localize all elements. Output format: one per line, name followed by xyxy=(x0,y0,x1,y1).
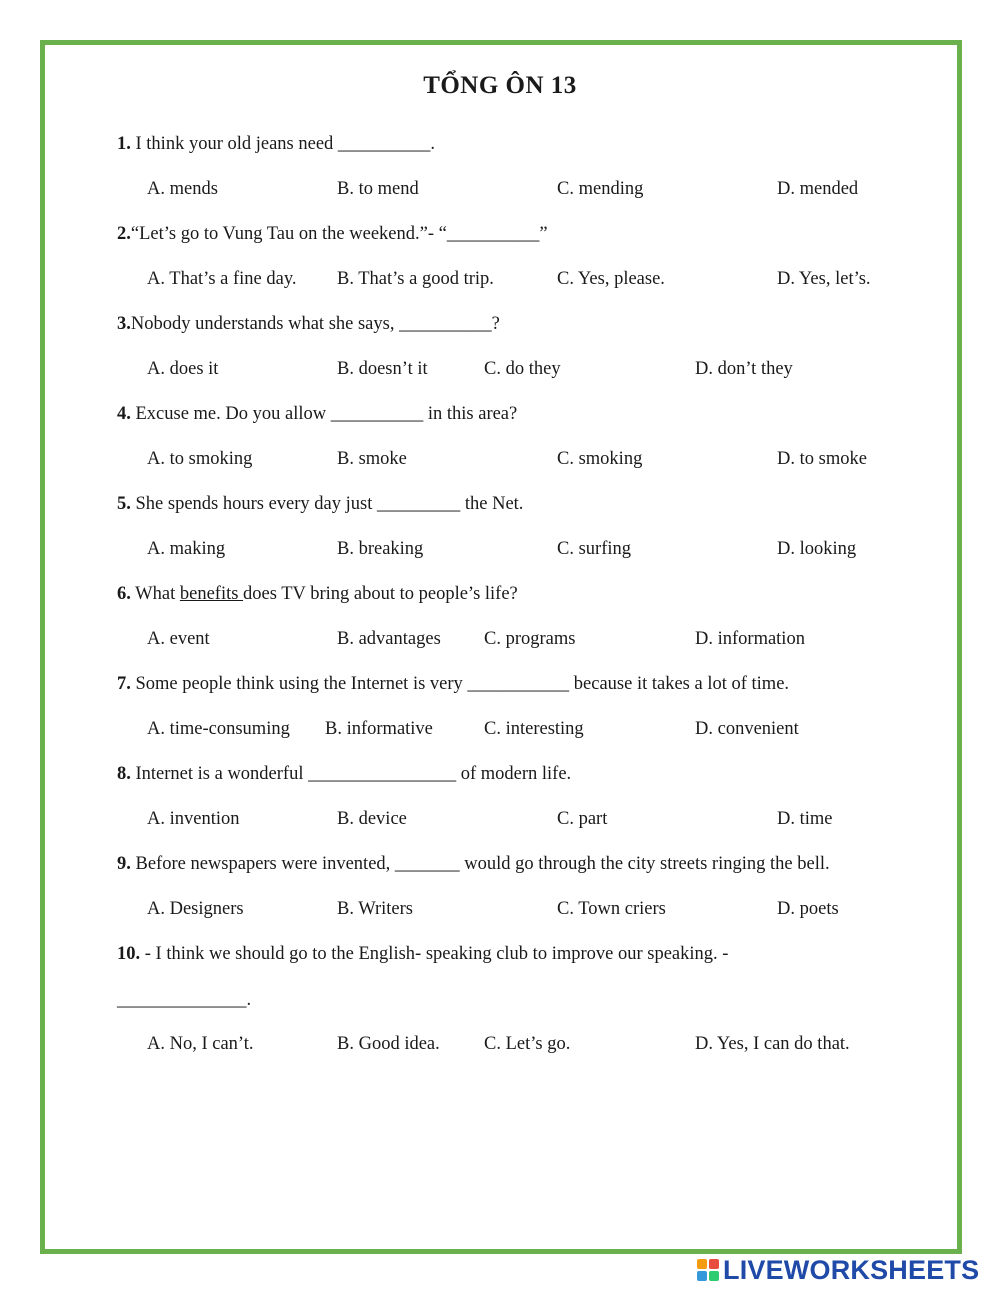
option-a[interactable]: A. That’s a fine day. xyxy=(147,269,297,289)
question-2 xyxy=(117,224,548,245)
logo-block xyxy=(697,1259,707,1269)
question-number: 8. xyxy=(117,764,131,784)
logo-block xyxy=(709,1271,719,1281)
question-text: - I think we should go to the English- speaking club to improve our speaking. - xyxy=(140,944,729,964)
option-d[interactable]: D. time xyxy=(777,809,833,829)
option-a[interactable]: A. making xyxy=(147,539,226,559)
option-b[interactable]: B. Writers xyxy=(337,899,413,919)
option-a[interactable]: A. No, I can’t. xyxy=(147,1034,254,1054)
logo-blocks-icon xyxy=(697,1259,719,1281)
question-number: 7. xyxy=(117,674,131,694)
option-b[interactable]: B. to mend xyxy=(337,179,419,199)
option-d[interactable]: D. Yes, I can do that. xyxy=(695,1034,850,1054)
question-10 xyxy=(117,944,728,965)
question-number: 6. xyxy=(117,584,131,604)
question-number: 1. xyxy=(117,134,131,154)
question-5 xyxy=(117,494,523,515)
question-number: 10. xyxy=(117,944,141,964)
option-b[interactable]: B. That’s a good trip. xyxy=(337,269,494,289)
question-4 xyxy=(117,404,517,425)
option-c[interactable]: C. surfing xyxy=(557,539,631,559)
question-text: Before newspapers were invented, _______ would go through the city streets ringing the bell. xyxy=(130,854,830,874)
question-text: I think your old jeans need __________. xyxy=(130,134,436,154)
question-1 xyxy=(117,134,435,155)
question-text: She spends hours every day just _________ the Net. xyxy=(130,494,524,514)
option-a[interactable]: A. does it xyxy=(147,359,219,379)
option-b[interactable]: B. doesn’t it xyxy=(337,359,428,379)
option-c[interactable]: C. part xyxy=(557,809,608,829)
option-c[interactable]: C. interesting xyxy=(484,719,584,739)
question-text: Nobody understands what she says, __________? xyxy=(130,314,500,334)
option-d[interactable]: D. to smoke xyxy=(777,449,867,469)
option-a[interactable]: A. Designers xyxy=(147,899,244,919)
brand-name: LIVEWORKSHEETS xyxy=(723,1254,980,1285)
question-6 xyxy=(117,584,518,605)
option-c[interactable]: C. Let’s go. xyxy=(484,1034,571,1054)
option-d[interactable]: D. mended xyxy=(777,179,859,199)
question-7 xyxy=(117,674,789,695)
option-a[interactable]: A. event xyxy=(147,629,210,649)
option-b[interactable]: B. smoke xyxy=(337,449,407,469)
underlined-word: benefits xyxy=(179,584,244,604)
question-8 xyxy=(117,764,571,785)
answer-blank-line: ______________. xyxy=(117,990,252,1010)
option-d[interactable]: D. don’t they xyxy=(695,359,793,379)
question-text: Some people think using the Internet is very ___________ because it takes a lot of time. xyxy=(130,674,790,694)
option-a[interactable]: A. to smoking xyxy=(147,449,253,469)
option-d[interactable]: D. poets xyxy=(777,899,839,919)
option-b[interactable]: B. informative xyxy=(325,719,433,739)
option-b[interactable]: B. device xyxy=(337,809,407,829)
option-d[interactable]: D. Yes, let’s. xyxy=(777,269,871,289)
option-c[interactable]: C. programs xyxy=(484,629,576,649)
option-c[interactable]: C. do they xyxy=(484,359,561,379)
logo-block xyxy=(697,1271,707,1281)
option-c[interactable]: C. mending xyxy=(557,179,644,199)
liveworksheets-logo xyxy=(697,1255,979,1285)
question-number: 9. xyxy=(117,854,131,874)
question-number: 2. xyxy=(117,224,131,244)
option-b[interactable]: B. breaking xyxy=(337,539,424,559)
option-a[interactable]: A. invention xyxy=(147,809,240,829)
option-a[interactable]: A. time-consuming xyxy=(147,719,290,739)
question-3 xyxy=(117,314,500,335)
option-b[interactable]: B. Good idea. xyxy=(337,1034,440,1054)
option-c[interactable]: C. Town criers xyxy=(557,899,666,919)
option-d[interactable]: D. looking xyxy=(777,539,857,559)
question-9 xyxy=(117,854,830,875)
question-number: 3. xyxy=(117,314,131,334)
option-d[interactable]: D. information xyxy=(695,629,805,649)
question-text-after: does TV bring about to people’s life? xyxy=(243,584,518,604)
question-number: 4. xyxy=(117,404,131,424)
question-text: Internet is a wonderful ________________ of modern life. xyxy=(130,764,572,784)
question-text: “Let’s go to Vung Tau on the weekend.”- “__________” xyxy=(130,224,548,244)
question-text: Excuse me. Do you allow __________ in this area? xyxy=(130,404,518,424)
option-c[interactable]: C. Yes, please. xyxy=(557,269,665,289)
page-title: TỔNG ÔN 13 xyxy=(423,72,577,99)
question-number: 5. xyxy=(117,494,131,514)
option-b[interactable]: B. advantages xyxy=(337,629,441,649)
logo-block xyxy=(709,1259,719,1269)
option-a[interactable]: A. mends xyxy=(147,179,218,199)
question-text-before: What xyxy=(130,584,180,604)
option-d[interactable]: D. convenient xyxy=(695,719,799,739)
option-c[interactable]: C. smoking xyxy=(557,449,643,469)
